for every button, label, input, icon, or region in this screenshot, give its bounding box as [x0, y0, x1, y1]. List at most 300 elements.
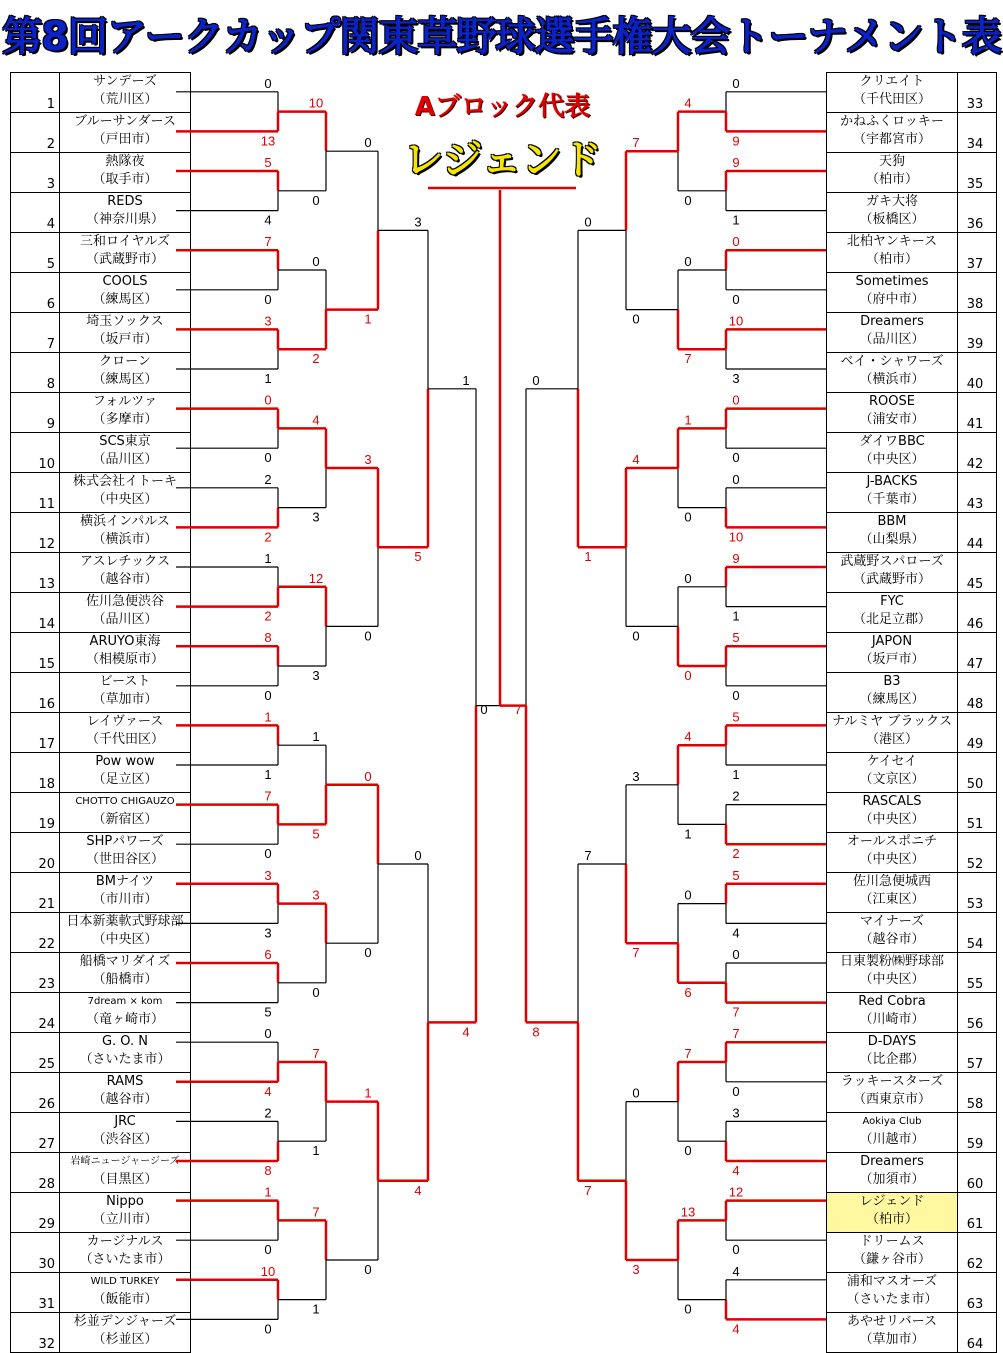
team-name: G. O. N: [101, 1034, 149, 1049]
score-label: 5: [732, 709, 740, 725]
score-label: 0: [632, 311, 640, 327]
team-place: （戸田市）: [92, 132, 158, 147]
score-label: 4: [732, 1321, 740, 1337]
team-name: クローン: [99, 354, 151, 369]
score-label: 0: [684, 509, 692, 525]
team-number: 41: [958, 393, 997, 433]
team-number: 64: [958, 1313, 997, 1353]
team-place: （中央区）: [92, 492, 158, 507]
team-place: （加須市）: [859, 1172, 925, 1187]
team-name: FYC: [880, 594, 904, 609]
team-number: 61: [958, 1193, 997, 1233]
score-label: 0: [584, 214, 592, 230]
team-name: WILD TURKEY: [90, 1276, 160, 1287]
team-name: Red Cobra: [858, 994, 926, 1009]
score-label: 3: [414, 214, 422, 230]
team-place: （練馬区）: [859, 692, 925, 707]
score-label: 0: [364, 1262, 372, 1277]
team-name: J-BACKS: [866, 474, 918, 489]
team-name: ダイワBBC: [859, 434, 925, 449]
team-name: ケイセイ: [866, 754, 918, 769]
team-number: 22: [11, 913, 60, 953]
team-number: 11: [11, 473, 60, 513]
score-label: 4: [414, 1182, 422, 1198]
team-name: Nippo: [106, 1194, 144, 1209]
score-label: 6: [684, 984, 692, 1000]
team-number: 63: [958, 1273, 997, 1313]
score-label: 3: [312, 887, 320, 903]
team-name: 熱隊夜: [105, 154, 145, 169]
team-name: SHPパワーズ: [86, 834, 164, 849]
team-place: （江東区）: [859, 892, 925, 907]
score-label: 1: [312, 1301, 320, 1317]
team-place: （渋谷区）: [92, 1132, 158, 1147]
team-number: 39: [958, 313, 997, 353]
champion-block-label: Aブロック代表: [414, 92, 591, 122]
score-label: 0: [684, 668, 692, 683]
team-name: あやせリバース: [847, 1314, 937, 1329]
score-label: 0: [684, 1143, 692, 1159]
team-name: ブルーサンダース: [74, 114, 176, 129]
score-label: 0: [684, 570, 692, 586]
team-name: ドリームス: [859, 1234, 925, 1249]
score-label: 7: [732, 1026, 740, 1042]
score-label: 0: [532, 372, 540, 388]
team-place: （さいたま市）: [79, 1052, 171, 1067]
team-name: JAPON: [871, 634, 913, 649]
team-place: （相模原市）: [85, 652, 164, 667]
team-place: （練馬区）: [92, 372, 158, 387]
team-number: 19: [11, 793, 60, 833]
team-name: マイナーズ: [859, 914, 925, 929]
team-name: JRC: [114, 1114, 136, 1129]
score-label: 0: [312, 984, 320, 1000]
team-number: 62: [958, 1233, 997, 1273]
team-name: 日東製粉㈱野球部: [839, 954, 944, 969]
score-label: 0: [312, 192, 320, 208]
team-number: 14: [11, 593, 60, 633]
team-place: （千代田区）: [852, 92, 931, 107]
team-number: 43: [958, 473, 997, 513]
team-place: （中央区）: [859, 812, 925, 827]
team-number: 15: [11, 633, 60, 673]
score-label: 0: [684, 254, 692, 269]
team-number: 54: [958, 913, 997, 953]
team-name: ARUYO東海: [89, 634, 161, 649]
score-label: 4: [684, 729, 692, 745]
team-number: 6: [11, 273, 60, 313]
team-place: （横浜市）: [859, 372, 925, 387]
team-number: 57: [958, 1033, 997, 1073]
team-place: （宇都宮市）: [852, 132, 931, 147]
team-number: 26: [11, 1073, 60, 1113]
score-label: 1: [264, 371, 272, 386]
score-label: 5: [414, 549, 422, 565]
team-name: かねふくロッキー: [840, 114, 944, 129]
team-name: レイヴァース: [86, 714, 164, 729]
team-place: （千葉市）: [859, 492, 925, 507]
team-name: フォルツァ: [92, 394, 158, 409]
team-number: 59: [958, 1113, 997, 1153]
team-place: （練馬区）: [92, 292, 158, 307]
score-label: 1: [732, 608, 740, 624]
team-name: レジェンド: [859, 1194, 925, 1209]
score-label: 0: [732, 687, 740, 703]
team-name: 武蔵野スパローズ: [840, 554, 944, 569]
score-label: 0: [732, 75, 740, 91]
team-number: 12: [11, 513, 60, 553]
score-label: 10: [728, 529, 744, 545]
team-name: 浦和マスオーズ: [846, 1274, 938, 1289]
score-label: 1: [462, 372, 470, 388]
team-name: D-DAYS: [867, 1034, 917, 1049]
score-label: 0: [414, 848, 422, 863]
score-label: 0: [632, 628, 640, 644]
team-name: 埼玉ソックス: [86, 314, 164, 329]
score-label: 1: [312, 729, 320, 745]
score-label: 5: [732, 867, 740, 883]
team-place: （目黒区）: [92, 1172, 158, 1187]
score-label: 7: [584, 848, 592, 863]
team-place: （竜ヶ崎市）: [85, 1012, 164, 1027]
team-place: （品川区）: [859, 332, 925, 347]
team-number: 24: [11, 993, 60, 1033]
champion-name: レジェンド: [403, 137, 602, 183]
score-label: 5: [312, 826, 320, 842]
score-label: 0: [732, 947, 740, 962]
score-label: 8: [532, 1024, 540, 1040]
score-label: 0: [732, 1083, 740, 1099]
team-number: 52: [958, 833, 997, 873]
team-number: 16: [11, 673, 60, 713]
team-number: 42: [958, 433, 997, 473]
team-name: 佐川急便城西: [852, 874, 931, 889]
team-number: 56: [958, 993, 997, 1033]
score-label: 0: [364, 628, 372, 644]
team-name: RAMS: [106, 1074, 144, 1089]
team-place: （府中市）: [859, 292, 925, 307]
score-label: 4: [732, 1163, 740, 1178]
score-label: 0: [364, 768, 372, 784]
team-place: （文京区）: [859, 772, 925, 787]
score-label: 10: [728, 313, 744, 329]
team-number: 32: [11, 1313, 60, 1353]
score-label: 5: [264, 155, 272, 170]
team-place: （浦安市）: [859, 412, 925, 427]
team-number: 29: [11, 1193, 60, 1233]
team-name: ナルミヤ ブラックス: [831, 714, 953, 729]
team-number: 38: [958, 273, 997, 313]
score-label: 13: [680, 1204, 696, 1220]
score-label: 12: [728, 1184, 744, 1200]
score-label: 7: [732, 1004, 740, 1020]
score-label: 2: [264, 608, 272, 624]
team-number: 13: [11, 553, 60, 593]
team-name: オールスポニチ: [846, 834, 938, 849]
team-place: （神奈川県）: [85, 212, 164, 227]
score-label: 0: [732, 471, 740, 487]
score-label: 0: [264, 846, 272, 862]
team-place: （坂戸市）: [92, 332, 158, 347]
score-label: 1: [264, 1184, 272, 1200]
score-label: 7: [632, 135, 640, 151]
team-name: SCS東京: [99, 434, 151, 449]
team-name: 日本新薬軟式野球部: [66, 914, 184, 929]
team-number: 48: [958, 673, 997, 713]
score-label: 1: [264, 709, 272, 725]
team-place: （鎌ヶ谷市）: [852, 1252, 931, 1267]
score-label: 3: [312, 509, 320, 525]
team-number: 49: [958, 713, 997, 753]
team-number: 9: [11, 393, 60, 433]
score-label: 1: [684, 826, 692, 842]
team-name: BMナイツ: [95, 874, 155, 889]
score-label: 1: [364, 311, 372, 327]
team-number: 47: [958, 633, 997, 673]
team-name: 三和ロイヤルズ: [79, 234, 171, 249]
team-number: 17: [11, 713, 60, 753]
team-name: クリエイト: [859, 74, 925, 89]
team-name: ROOSE: [869, 394, 915, 409]
team-place: （板橋区）: [859, 212, 925, 227]
team-name: サンデーズ: [93, 74, 157, 89]
team-name: カージナルス: [86, 1234, 164, 1249]
team-number: 44: [958, 513, 997, 553]
score-label: 7: [312, 1204, 320, 1220]
team-name: 杉並デンジャーズ: [73, 1314, 177, 1329]
score-label: 4: [312, 412, 320, 428]
team-place: （多摩市）: [92, 412, 158, 427]
score-label: 3: [632, 768, 640, 784]
team-name: 株式会社イトーキ: [72, 474, 177, 489]
team-number: 46: [958, 593, 997, 633]
score-label: 0: [312, 254, 320, 269]
team-place: （世田谷区）: [85, 852, 164, 867]
team-number: 4: [11, 193, 60, 233]
team-name: 横浜インパルス: [80, 514, 170, 529]
score-label: 2: [264, 1105, 272, 1121]
score-label: 0: [264, 1321, 272, 1337]
score-label: 8: [264, 630, 272, 646]
team-number: 45: [958, 553, 997, 593]
team-place: （山梨県）: [859, 532, 925, 547]
score-label: 2: [264, 471, 272, 487]
team-name: Aokiya Club: [862, 1116, 922, 1127]
score-label: 0: [732, 291, 740, 307]
score-label: 12: [308, 570, 324, 586]
score-label: 4: [684, 95, 692, 111]
team-name: 岩崎ニュージャージーズ: [70, 1156, 180, 1167]
score-label: 5: [732, 630, 740, 646]
team-name: ビースト: [99, 674, 151, 689]
score-label: 1: [732, 767, 740, 782]
score-label: 1: [264, 767, 272, 782]
score-label: 1: [732, 212, 740, 228]
team-place: （草加市）: [859, 1332, 925, 1347]
team-name: アスレチックス: [80, 554, 170, 569]
team-place: （足立区）: [92, 772, 158, 787]
team-number: 51: [958, 793, 997, 833]
team-place: （荒川区）: [92, 92, 158, 107]
score-label: 0: [684, 887, 692, 903]
team-name: 北柏ヤンキース: [846, 234, 938, 249]
score-label: 5: [264, 1004, 272, 1020]
score-label: 3: [364, 452, 372, 467]
score-label: 1: [312, 1143, 320, 1159]
score-label: 9: [732, 551, 740, 566]
score-label: 7: [684, 351, 692, 367]
score-label: 7: [684, 1046, 692, 1061]
team-place: （横浜市）: [92, 532, 158, 547]
team-name: RASCALS: [862, 794, 922, 809]
score-label: 10: [260, 1263, 276, 1279]
score-label: 7: [312, 1046, 320, 1061]
score-label: 2: [312, 351, 320, 367]
score-label: 3: [732, 1105, 740, 1121]
team-place: （取手市）: [92, 172, 158, 187]
team-number: 53: [958, 873, 997, 913]
team-number: 30: [11, 1233, 60, 1273]
team-place: （柏市）: [865, 172, 918, 187]
score-label: 4: [732, 1263, 740, 1279]
team-name: 船橋マリダイズ: [79, 954, 171, 969]
team-place: （越谷市）: [92, 1092, 158, 1107]
team-name: 佐川急便渋谷: [85, 594, 164, 609]
team-place: （新宿区）: [92, 812, 158, 827]
team-place: （比企郡）: [859, 1052, 925, 1067]
team-number: 10: [11, 433, 60, 473]
team-number: 60: [958, 1153, 997, 1193]
team-name: REDS: [107, 194, 143, 209]
team-number: 33: [958, 73, 997, 113]
score-label: 1: [584, 549, 592, 565]
score-label: 0: [264, 450, 272, 466]
score-label: 4: [732, 925, 740, 941]
team-place: （港区）: [865, 732, 918, 747]
team-place: （武蔵野市）: [852, 572, 931, 587]
score-label: 0: [732, 450, 740, 466]
score-label: 10: [308, 95, 324, 111]
team-number: 36: [958, 193, 997, 233]
score-label: 2: [732, 846, 740, 862]
score-label: 0: [264, 1242, 272, 1258]
team-place: （西東京市）: [852, 1092, 931, 1107]
score-label: 3: [632, 1262, 640, 1277]
team-place: （川越市）: [859, 1132, 925, 1147]
score-label: 6: [264, 947, 272, 962]
team-name: CHOTTO CHIGAUZO: [75, 796, 175, 807]
score-label: 0: [732, 234, 740, 250]
score-label: 0: [264, 291, 272, 307]
score-label: 8: [264, 1163, 272, 1178]
team-name: B3: [883, 674, 901, 689]
team-number: 35: [958, 153, 997, 193]
score-label: 7: [264, 788, 272, 804]
team-number: 58: [958, 1073, 997, 1113]
score-label: 1: [684, 412, 692, 428]
team-place: （飯能市）: [92, 1292, 158, 1307]
score-label: 0: [264, 392, 272, 408]
team-place: （中央区）: [859, 452, 925, 467]
team-place: （さいたま市）: [79, 1252, 171, 1267]
team-name: Dreamers: [860, 1154, 924, 1169]
team-number: 25: [11, 1033, 60, 1073]
team-name: COOLS: [102, 274, 148, 289]
team-name: Sometimes: [855, 274, 929, 289]
score-label: 0: [684, 192, 692, 208]
team-name: 天狗: [878, 154, 905, 169]
team-name: 7dream × kom: [87, 996, 163, 1007]
score-label: 9: [732, 155, 740, 170]
score-label: 0: [732, 1242, 740, 1258]
team-place: （立川市）: [92, 1212, 158, 1227]
team-number: 1: [11, 73, 60, 113]
score-label: 7: [584, 1182, 592, 1198]
score-label: 3: [312, 668, 320, 683]
score-label: 1: [364, 1085, 372, 1101]
team-name: ラッキースターズ: [840, 1074, 944, 1089]
team-number: 8: [11, 353, 60, 393]
score-label: 7: [264, 234, 272, 250]
team-number: 27: [11, 1113, 60, 1153]
team-place: （草加市）: [92, 692, 158, 707]
score-label: 1: [264, 551, 272, 566]
team-name: Pow wow: [95, 754, 155, 769]
score-label: 4: [462, 1024, 470, 1040]
score-label: 13: [260, 133, 276, 149]
score-label: 3: [264, 867, 272, 883]
team-place: （武蔵野市）: [85, 252, 164, 267]
team-name: ベイ・シャワーズ: [840, 354, 944, 369]
score-label: 0: [264, 687, 272, 703]
team-number: 7: [11, 313, 60, 353]
score-label: 3: [264, 925, 272, 941]
team-place: （中央区）: [92, 932, 158, 947]
team-number: 5: [11, 233, 60, 273]
team-place: （柏市）: [865, 1212, 918, 1227]
team-place: （品川区）: [92, 452, 158, 467]
team-place: （船橋市）: [92, 972, 158, 987]
team-number: 20: [11, 833, 60, 873]
score-label: 0: [264, 1026, 272, 1042]
team-number: 23: [11, 953, 60, 993]
score-label: 0: [632, 1085, 640, 1101]
team-number: 34: [958, 113, 997, 153]
team-place: （中央区）: [859, 972, 925, 987]
team-place: （千代田区）: [85, 732, 164, 747]
score-label: 0: [480, 702, 488, 717]
team-number: 50: [958, 753, 997, 793]
score-label: 0: [264, 75, 272, 91]
score-label: 7: [514, 702, 522, 717]
team-name: BBM: [877, 514, 907, 529]
team-place: （中央区）: [859, 852, 925, 867]
score-label: 0: [732, 392, 740, 408]
score-label: 4: [632, 452, 640, 467]
page-title: 第8回アークカップ関東草野球選手権大会トーナメント表: [2, 14, 1001, 60]
team-place: （杉並区）: [92, 1332, 158, 1347]
team-place: （越谷市）: [92, 572, 158, 587]
team-number: 18: [11, 753, 60, 793]
score-label: 0: [684, 1301, 692, 1317]
score-label: 2: [732, 788, 740, 804]
team-name: ガキ大将: [865, 194, 918, 209]
score-label: 4: [264, 1083, 272, 1099]
score-label: 3: [264, 313, 272, 329]
team-place: （さいたま市）: [846, 1292, 938, 1307]
score-label: 0: [364, 945, 372, 961]
score-label: 0: [364, 135, 372, 151]
